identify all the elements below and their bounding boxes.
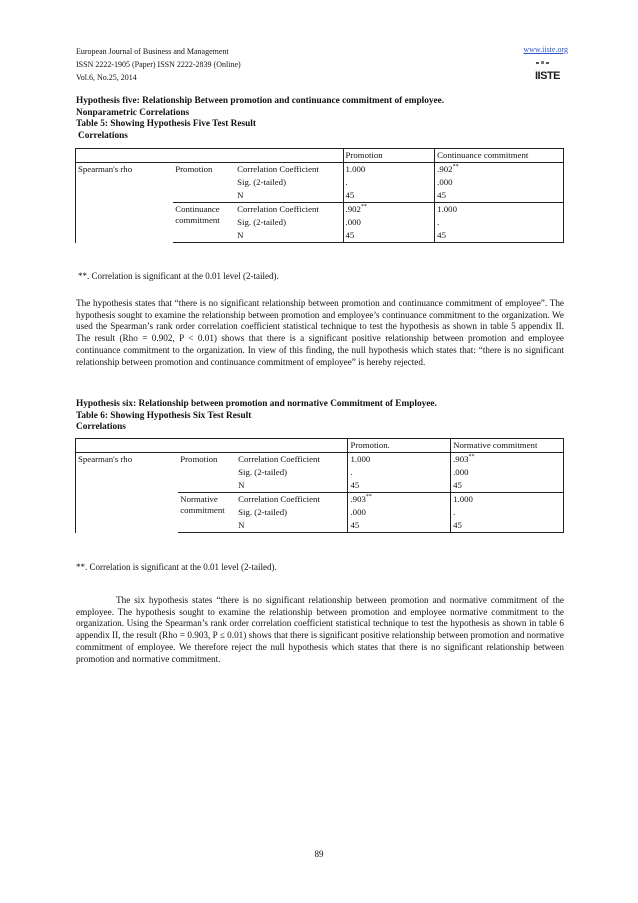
stat-label: Sig. (2-tailed) [237, 217, 287, 227]
table-cell: 1.000 [348, 453, 451, 467]
table6-footnote: **. Correlation is significant at the 0.01 level (2-tailed). [76, 562, 277, 572]
column-header: Promotion [343, 149, 435, 163]
section5-title: Hypothesis five: Relationship Between promotion and continuance commitment of employee. [76, 96, 445, 106]
table-cell: .903** [451, 453, 564, 467]
table-cell: .000 [348, 506, 451, 519]
table6-label: Correlations [76, 422, 126, 433]
section5-subheading: Nonparametric Correlations [76, 107, 190, 118]
section5-paragraph: The hypothesis states that “there is no significant relationship between promotion and continuance commitment of employee”. The hypothesis sought to examine the relationship between promotion and employee’s continuance commitment to the organization. We used the Spearman’s rank order correlation coefficient statistical technique to test the hypothesis as shown in table 5 appendix II. The result (Rho = 0.902, P < 0.01) shows that there is a significant positive relationship between promotion and employee continuance commitment to the organization. In view of this finding, the null hypothesis which states that: “there is no significant relationship between promotion and continuance commitment of employee” is hereby rejected. [76, 298, 564, 367]
table6 [75, 438, 564, 533]
table-cell: .902** [435, 163, 564, 177]
table5-title: Table 5: Showing Hypothesis Five Test Result [76, 119, 256, 130]
stat-label: Sig. (2-tailed) [237, 177, 287, 187]
table-cell: 1.000 [343, 163, 435, 177]
stat-label: Sig. (2-tailed) [238, 467, 288, 477]
iiste-logo [534, 60, 564, 84]
table-cell: .000 [435, 176, 564, 189]
table-cell: 45 [348, 519, 451, 533]
table5-footnote: **. Correlation is significant at the 0.01 level (2-tailed). [78, 271, 279, 281]
table-row [76, 163, 564, 177]
table-cell: . [343, 176, 435, 189]
section6-heading [76, 399, 437, 434]
table-row [76, 439, 564, 453]
table5 [75, 148, 564, 243]
table-cell: 45 [435, 229, 564, 243]
table-row [76, 453, 564, 467]
row-variable: Normative commitment [178, 493, 236, 533]
stat-label: N [237, 190, 244, 200]
table-cell: .902** [343, 203, 435, 217]
table-cell: .903** [348, 493, 451, 507]
method-cell: Spearman's rho [76, 453, 179, 533]
table-cell: .000 [451, 466, 564, 479]
stat-label: N [235, 229, 343, 243]
column-header: Promotion. [348, 439, 451, 453]
column-header: Continuance commitment [435, 149, 564, 163]
table-cell: . [435, 216, 564, 229]
stat-label: Correlation Coefficient [238, 454, 320, 464]
table-cell: 1.000 [451, 493, 564, 507]
table-cell: . [348, 466, 451, 479]
table6-title: Table 6: Showing Hypothesis Six Test Result [76, 410, 252, 421]
column-header: Normative commitment [451, 439, 564, 453]
row-variable: Continuance commitment [173, 203, 235, 243]
table5-label: Correlations [78, 130, 128, 141]
table-cell: 1.000 [435, 203, 564, 217]
stat-label: Correlation Coefficient [235, 203, 343, 217]
stat-label: Correlation Coefficient [236, 493, 348, 507]
stat-label: N [238, 480, 245, 490]
journal-header [76, 45, 241, 84]
table-cell: 45 [343, 189, 435, 203]
table-cell: 45 [451, 519, 564, 533]
stat-label: Sig. (2-tailed) [238, 507, 288, 517]
table-cell: 45 [348, 479, 451, 493]
journal-issn: ISSN 2222-1905 (Paper) ISSN 2222-2839 (Online) [76, 60, 241, 69]
stat-label: N [236, 519, 348, 533]
section6-paragraph: The six hypothesis states “there is no significant relationship between promotion and normative commitment of the employee. The hypothesis sought to examine the relationship between promotion and employee normative commitment to the organization. Using the Spearman’s rank order correlation coefficient statistical technique to test the hypothesis as shown in table 6 appendix II, the result (Rho = 0.903, P ≤ 0.01) shows that there is significant positive relationship between promotion and normative commitment of employee. We therefore reject the null hypothesis which states that there is no significant relationship between promotion and normative commitment. [76, 595, 564, 664]
stat-label: Correlation Coefficient [237, 164, 319, 174]
row-variable: Promotion [180, 454, 218, 464]
table-cell: 45 [343, 229, 435, 243]
table-cell: 45 [435, 189, 564, 203]
table-row [76, 149, 564, 163]
page-number: 89 [314, 849, 324, 859]
journal-volume: Vol.6, No.25, 2014 [76, 73, 137, 82]
journal-name: European Journal of Business and Management [76, 47, 229, 56]
table-cell: .000 [343, 216, 435, 229]
row-variable: Promotion [175, 164, 213, 174]
section5-heading [76, 96, 444, 142]
svg-text:IISTE: IISTE [535, 70, 561, 82]
section6-title: Hypothesis six: Relationship between promotion and normative Commitment of Employee. [76, 399, 437, 409]
table-cell: . [451, 506, 564, 519]
table-cell: 45 [451, 479, 564, 493]
method-cell: Spearman's rho [76, 163, 174, 243]
website-link[interactable]: www.iiste.org [523, 45, 568, 54]
